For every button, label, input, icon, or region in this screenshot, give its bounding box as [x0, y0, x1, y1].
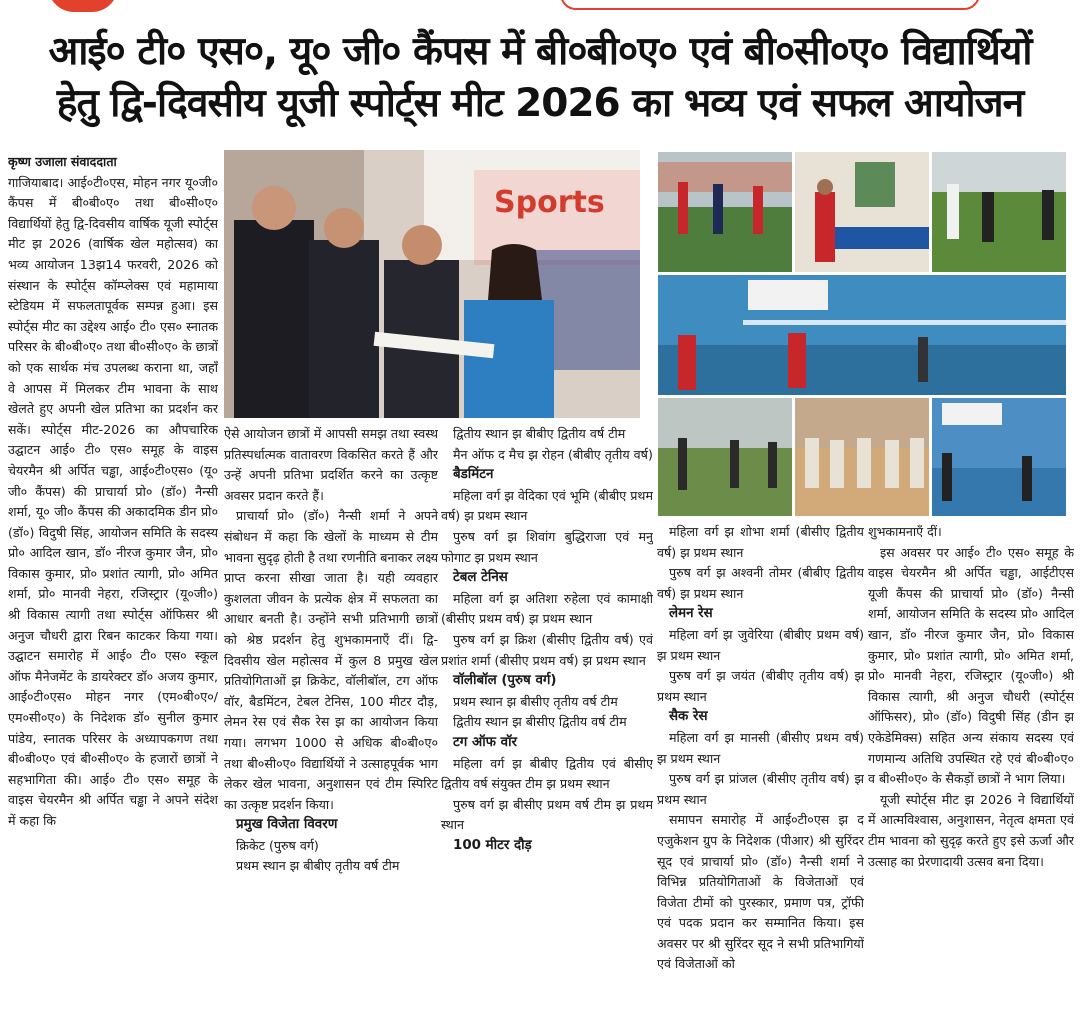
ribbon-cutting-photo: [224, 150, 640, 418]
article-column-5: [868, 522, 1074, 1010]
article-paragraph: महिला वर्ग झ अतिशा रुहेला एवं कामाक्षी (बीसीए प्रथम वर्ष) झ प्रथम स्थान: [441, 590, 653, 627]
athletics-photo-1: [658, 152, 792, 272]
sack-race-photo: [795, 398, 929, 516]
section-heading: सैक रेस: [669, 709, 708, 725]
article-paragraph: पुरुष वर्ग झ अश्वनी तोमर (बीबीए द्वितीय वर्ष) झ प्रथम स्थान: [657, 565, 864, 601]
article-paragraph: पुरुष वर्ग झ शिवांग बुद्धिराजा एवं मनु फोगाट झ प्रथम स्थान: [441, 528, 653, 565]
banner-text: Sports: [494, 185, 605, 220]
article-paragraph: महिला वर्ग झ जुवेरिया (बीबीए प्रथम वर्ष) झ प्रथम स्थान: [657, 626, 864, 663]
section-heading: टेबल टेनिस: [453, 570, 508, 586]
article-paragraph: मैन ऑफ द मैच झ रोहन (बीबीए तृतीय वर्ष): [453, 446, 653, 462]
article-column-3: [441, 424, 653, 1009]
article-paragraph: पुरुष वर्ग झ जयंत (बीबीए तृतीय वर्ष) झ प्रथम स्थान: [657, 668, 864, 704]
article-paragraph: शुभकामनाएँ दीं।: [868, 524, 942, 539]
article-paragraph: क्रिकेट (पुरुष वर्ग): [236, 837, 319, 853]
headline-line-2: हेतु द्वि-दिवसीय यूजी स्पोर्ट्स मीट 2026 का भव्य एवं सफल आयोजन: [56, 81, 1024, 126]
article-paragraph: पुरुष वर्ग झ प्रांजल (बीसीए तृतीय वर्ष) झ प्रथम स्थान: [657, 771, 864, 807]
section-heading: टग ऑफ वॉर: [453, 734, 518, 750]
article-paragraph: पुरुष वर्ग झ बीसीए प्रथम वर्ष टीम झ प्रथम स्थान: [441, 796, 653, 833]
race-photo: [932, 152, 1066, 272]
article-column-1: [8, 152, 218, 1012]
section-heading: वॉलीबॉल (पुरुष वर्ग): [453, 673, 557, 689]
badminton-court-photo: [658, 275, 1066, 395]
article-paragraph: महिला वर्ग झ मानसी (बीसीए प्रथम वर्ष) झ प्रथम स्थान: [657, 729, 864, 766]
article-paragraph: इस अवसर पर आई० टी० एस० समूह के वाइस चेयरमैन श्री अर्पित चड्ढा, आईटीएस यूजी कैंपस की प्राचार्या प्रो० (डॉ०) नैन्सी शर्मा, आयोजन समिति के सदस्य प्रो० आदिल खान, डॉ० नीरज कुमार जैन, प्रो० विकास कुमार, प्रो० प्रशांत त्यागी, प्रो० अमित शर्मा, प्रो० मानवी नेहरा, रजिस्ट्रार (यू०जी०) श्री विकास त्यागी, श्री अनुज चौधरी (स्पोर्ट्स ऑफिसर), प्रो० (डॉ०) विदुषी सिंह (डीन झ एकेडेमिक्स) सहित अन्य संकाय सदस्य एवं गणमान्य अतिथि उपस्थित रहे एवं बी०बी०ए० व बी०सी०ए० के सैकड़ों छात्रों ने भाग लिया।: [868, 544, 1074, 787]
article-paragraph: गाजियाबाद। आई०टी०एस, मोहन नगर यू०जी० कैंपस में बी०बी०ए० तथा बी०सी०ए० विद्यार्थियों हेतु द्वि-दिवसीय वार्षिक यूजी स्पोर्ट्स मीट झ 2026 (वार्षिक खेल महोत्सव) का भव्य आयोजन 13झ14 फरवरी, 2026 को संस्थान के स्पोर्ट्स कॉम्प्लेक्स एवं महामाया स्टेडियम में सफलतापूर्वक सम्पन्न हुआ। इस स्पोर्ट्स मीट का उद्देश्य आई० टी० एस० स्नातक परिसर के बी०बी०ए० तथा बी०सी०ए० के छात्रों को एक सार्थक मंच उपलब्ध कराना था, जहाँ वे आपस में मिलकर टीम भावना के साथ खेलते हुए अपनी खेल प्रतिभा का प्रदर्शन कर सकें। स्पोर्ट्स मीट-2026 का औपचारिक उद्घाटन आई० टी० एस० समूह के वाइस चेयरमैन श्री अर्पित चड्ढा, आई०टी०एस० (यू० जी० कैंपस) की प्राचार्या प्रो० (डॉ०) नैन्सी शर्मा, यू० जी० कैंपस की अकादमिक डीन प्रो० (डॉ०) विदुषी सिंह, आयोजन समिति के सदस्य प्रो० आदिल खान, डॉ० नीरज कुमार जैन, प्रो० विकास कुमार, प्रो० प्रशांत त्यागी, प्रो० अमित शर्मा, प्रो० मानवी नेहरा, रजिस्ट्रार (यू०जी०) श्री विकास त्यागी तथा स्पोर्ट्स ऑफिसर श्री अनुज चौधरी द्वारा रिबन काटकर किया गया। उद्घाटन समारोह में आई० टी० एस० स्कूल ऑफ मैनेजमेंट के डायरेक्टर डॉ० अजय कुमार, आई०टी०एस० मोहन नगर (एम०बी०ए०/एम०सी०ए०) के निदेशक डॉ० सुनील कुमार पांडेय, स्नातक परिसर के अध्यापकगण तथा बी०बी०ए० एवं बी०सी०ए० के हजारों छात्रों ने सहभागिता की। आई० टी० एस० समूह के वाइस चेयरमैन श्री अर्पित चड्ढा ने अपने संदेश में कहा कि: [8, 174, 218, 828]
article-paragraph: महिला वर्ग झ बीबीए द्वितीय एवं बीसीए द्वितीय वर्ष संयुक्त टीम झ प्रथम स्थान: [441, 755, 653, 792]
article-paragraph: महिला वर्ग झ शोभा शर्मा (बीसीए द्वितीय वर्ष) झ प्रथम स्थान: [657, 524, 864, 560]
article-column-4: [657, 522, 864, 1010]
top-left-accent: [48, 0, 118, 12]
headline: [10, 26, 1070, 130]
article-paragraph: द्वितीय स्थान झ बीसीए द्वितीय वर्ष टीम: [453, 714, 627, 730]
article-paragraph: महिला वर्ग झ वेदिका एवं भूमि (बीबीए प्रथम वर्ष) झ प्रथम स्थान: [441, 487, 653, 524]
article-paragraph: ऐसे आयोजन छात्रों में आपसी समझ तथा स्वस्थ प्रतिस्पर्धात्मक वातावरण विकसित करते हैं और उन्हें अपनी प्रतिभा प्रदर्शित करने का उत्कृष्ट अवसर प्रदान करते हैं।: [224, 426, 438, 503]
article-paragraph: यूजी स्पोर्ट्स मीट झ 2026 ने विद्यार्थियों में आत्मविश्वास, अनुशासन, नेतृत्व क्षमता एवं टीम भावना को सुदृढ़ करते हुए इसे ऊर्जा और उत्साह का प्रेरणादायी उत्सव बना दिया।: [868, 791, 1074, 869]
cricket-photo: [658, 398, 792, 516]
volleyball-photo: [932, 398, 1066, 516]
top-decorative-strip: [0, 0, 1080, 16]
article-paragraph: प्राचार्या प्रो० (डॉ०) नैन्सी शर्मा ने अपने संबोधन में कहा कि खेलों के माध्यम से टीम भावना सुदृढ़ होती है तथा रणनीति बनाकर लक्ष्य प्राप्त करना सीखा जाता है। यही व्यवहार कुशलता जीवन के प्रत्येक क्षेत्र में सफलता का आधार बनती है। उन्होंने सभी प्रतिभागी छात्रों को श्रेष्ठ प्रदर्शन हेतु शुभकामनाएँ दीं। द्वि-दिवसीय खेल महोत्सव में कुल 8 प्रमुख खेल प्रतियोगिताओं झ क्रिकेट, वॉलीबॉल, टग ऑफ वॉर, बैडमिंटन, टेबल टेनिस, 100 मीटर दौड़, लेमन रेस एवं सैक रेस झ का आयोजन किया गया। लगभग 1000 से अधिक बी०बी०ए० तथा बी०सी०ए० विद्यार्थियों ने उत्साहपूर्वक भाग लेकर खेल भावना, अनुशासन एवं टीम स्पिरिट का उत्कृष्ट प्रदर्शन किया।: [224, 508, 438, 812]
section-heading: बैडमिंटन: [453, 467, 494, 483]
top-right-accent: [560, 0, 980, 10]
section-heading: 100 मीटर दौड़: [453, 837, 532, 853]
article-column-2: [224, 424, 438, 1009]
section-heading: लेमन रेस: [669, 606, 713, 622]
article-paragraph: पुरुष वर्ग झ क्रिश (बीसीए द्वितीय वर्ष) एवं प्रशांत शर्मा (बीसीए प्रथम वर्ष) झ प्रथम स्थान: [441, 631, 653, 668]
article-paragraph: द्वितीय स्थान झ बीबीए द्वितीय वर्ष टीम: [453, 426, 626, 441]
byline: कृष्ण उजाला संवाददाता: [8, 154, 117, 169]
article-paragraph: समापन समारोह में आई०टी०एस झ द एजुकेशन ग्रुप के निदेशक (पीआर) श्री सुरिंदर सूद एवं प्राचार्या प्रो० (डॉ०) नैन्सी शर्मा ने विभिन्न प्रतियोगिताओं के विजेताओं एवं विजेता टीमों को पुरस्कार, प्रमाण पत्र, ट्रॉफी एवं पदक प्रदान कर सम्मानित किया। इस अवसर पर श्री सुरिंदर सूद ने सभी प्रतिभागियों एवं विजेताओं को: [657, 812, 864, 972]
article-paragraph: प्रथम स्थान झ बीबीए तृतीय वर्ष टीम: [236, 858, 400, 874]
section-heading: प्रमुख विजेता विवरण: [236, 817, 338, 833]
table-tennis-photo: [795, 152, 929, 272]
article-paragraph: प्रथम स्थान झ बीसीए तृतीय वर्ष टीम: [453, 693, 618, 709]
headline-line-1: आई० टी० एस०, यू० जी० कैंपस में बी०बी०ए० एवं बी०सी०ए० विद्यार्थियों: [48, 29, 1032, 74]
